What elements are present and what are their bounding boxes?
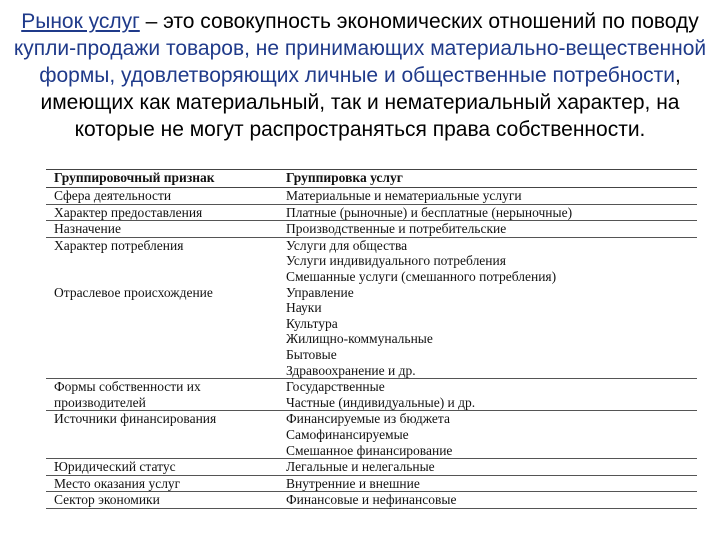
definition-heading bbox=[10, 8, 710, 143]
row-feature: Юридический статус bbox=[46, 459, 278, 476]
table-row bbox=[46, 237, 697, 284]
row-groups: Государственные Частные (индивидуальные) и др. bbox=[278, 379, 697, 411]
row-groups: Управление Науки Культура Жилищно-коммунальные Бытовые Здравоохранение и др. bbox=[278, 285, 697, 379]
table-row bbox=[46, 379, 697, 411]
row-feature: Формы собственности их производителей bbox=[46, 379, 278, 411]
row-feature: Отраслевое происхождение bbox=[46, 285, 278, 379]
row-groups: Внутренние и внешние bbox=[278, 475, 697, 492]
header-feature: Группировочный признак bbox=[46, 170, 278, 188]
row-groups: Финансовые и нефинансовые bbox=[278, 492, 697, 509]
table-header-row bbox=[46, 170, 697, 188]
row-feature: Характер предоставления bbox=[46, 204, 278, 221]
table-row bbox=[46, 475, 697, 492]
term-link[interactable]: Рынок услуг bbox=[21, 10, 140, 33]
table-row bbox=[46, 188, 697, 205]
table-row bbox=[46, 459, 697, 476]
definition-text-2: , имеющих как материальный, так и нематериальный характер, на которые не могут распространяться права собственности. bbox=[40, 64, 681, 141]
row-groups: Легальные и нелегальные bbox=[278, 459, 697, 476]
row-feature: Место оказания услуг bbox=[46, 475, 278, 492]
row-feature: Источники финансирования bbox=[46, 411, 278, 459]
row-feature: Характер потребления bbox=[54, 237, 184, 253]
table-row bbox=[46, 411, 697, 459]
table-row bbox=[46, 492, 697, 509]
table-row bbox=[46, 204, 697, 221]
row-groups: Материальные и нематериальные услуги bbox=[278, 188, 697, 205]
header-grouping: Группировка услуг bbox=[278, 170, 697, 188]
row-groups: Финансируемые из бюджета Самофинансируемые Смешанное финансирование bbox=[278, 411, 697, 459]
table-row bbox=[46, 221, 697, 238]
row-feature: Назначение bbox=[46, 221, 278, 238]
row-groups: Услуги для общества Услуги индивидуального потребления Смешанные услуги (смешанного потребления) bbox=[286, 237, 557, 284]
row-feature: Сектор экономики bbox=[46, 492, 278, 509]
services-classification-table bbox=[46, 169, 697, 509]
row-feature: Сфера деятельности bbox=[46, 188, 278, 205]
definition-highlight: купли-продажи товаров, не принимающих материально-вещественной формы, удовлетворяющих личные и общественные потребности bbox=[13, 37, 707, 87]
definition-text-1: – это совокупность экономических отношений по поводу bbox=[139, 10, 699, 33]
row-groups: Платные (рыночные) и бесплатные (нерыночные) bbox=[278, 204, 697, 221]
table-row bbox=[46, 285, 697, 379]
row-groups: Производственные и потребительские bbox=[278, 221, 697, 238]
